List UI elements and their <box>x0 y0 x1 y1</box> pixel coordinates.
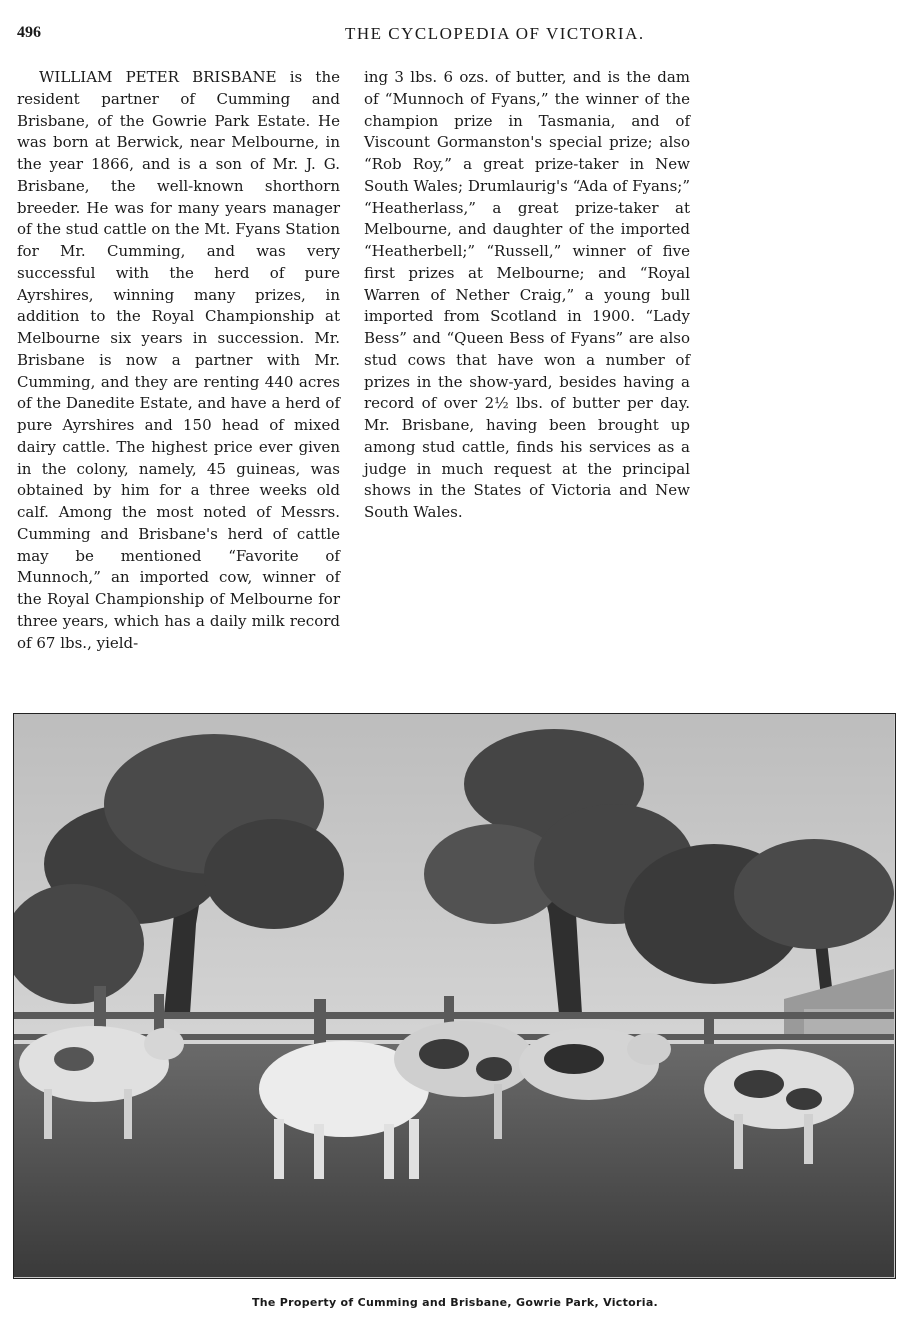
article-column-right <box>364 67 690 524</box>
page-number: 496 <box>17 24 41 41</box>
article-column-left <box>17 67 340 654</box>
article-paragraph-right: ing 3 lbs. 6 ozs. of butter, and is the dam of “Munnoch of Fyans,” the winner of the champion prize in Tasmania, and of Viscount Gormanston's special prize; also “Rob Roy,” a great prize-taker in New South Wales; Drumlaurig's “Ada of Fyans;” “Heatherlass,” a great prize-taker at Melbourne, and daughter of the imported “Heatherbell;” “Russell,” winner of five first prizes at Melbourne; and “Royal Warren of Nether Craig,” a young bull imported from Scotland in 1900. “Lady Bess” and “Queen Bess of Fyans” are also stud cows that have won a number of prizes in the show-yard, besides having a record of over 2½ lbs. of butter per day. Mr. Brisbane, having been brought up among stud cattle, finds his services as a judge in much request at the principal shows in the States of Victoria and New South Wales. <box>364 68 690 521</box>
cattle-photograph <box>13 713 896 1279</box>
article-paragraph-left: WILLIAM PETER BRISBANE is the resident partner of Cumming and Brisbane, of the Gowrie Park Estate. He was born at Berwick, near Melbourne, in the year 1866, and is a son of Mr. J. G. Brisbane, the well-known shorthorn breeder. He was for many years manager of the stud cattle on the Mt. Fyans Station for Mr. Cumming, and was very successful with the herd of pure Ayrshires, winning many prizes, in addition to the Royal Championship at Melbourne six years in succession. Mr. Brisbane is now a partner with Mr. Cumming, and they are renting 440 acres of the Danedite Estate, and have a herd of pure Ayrshires and 150 head of mixed dairy cattle. The highest price ever given in the colony, namely, 45 guineas, was obtained by him for a three weeks old calf. Among the most noted of Messrs. Cumming and Brisbane's herd of cattle may be mentioned “Favorite of Munnoch,” an imported cow, winner of the Royal Championship of Melbourne for three years, which has a daily milk record of 67 lbs., yield- <box>17 68 340 652</box>
running-title: THE CYCLOPEDIA OF VICTORIA. <box>345 24 645 43</box>
photo-caption: The Property of Cumming and Brisbane, Gowrie Park, Victoria. <box>251 1296 659 1309</box>
